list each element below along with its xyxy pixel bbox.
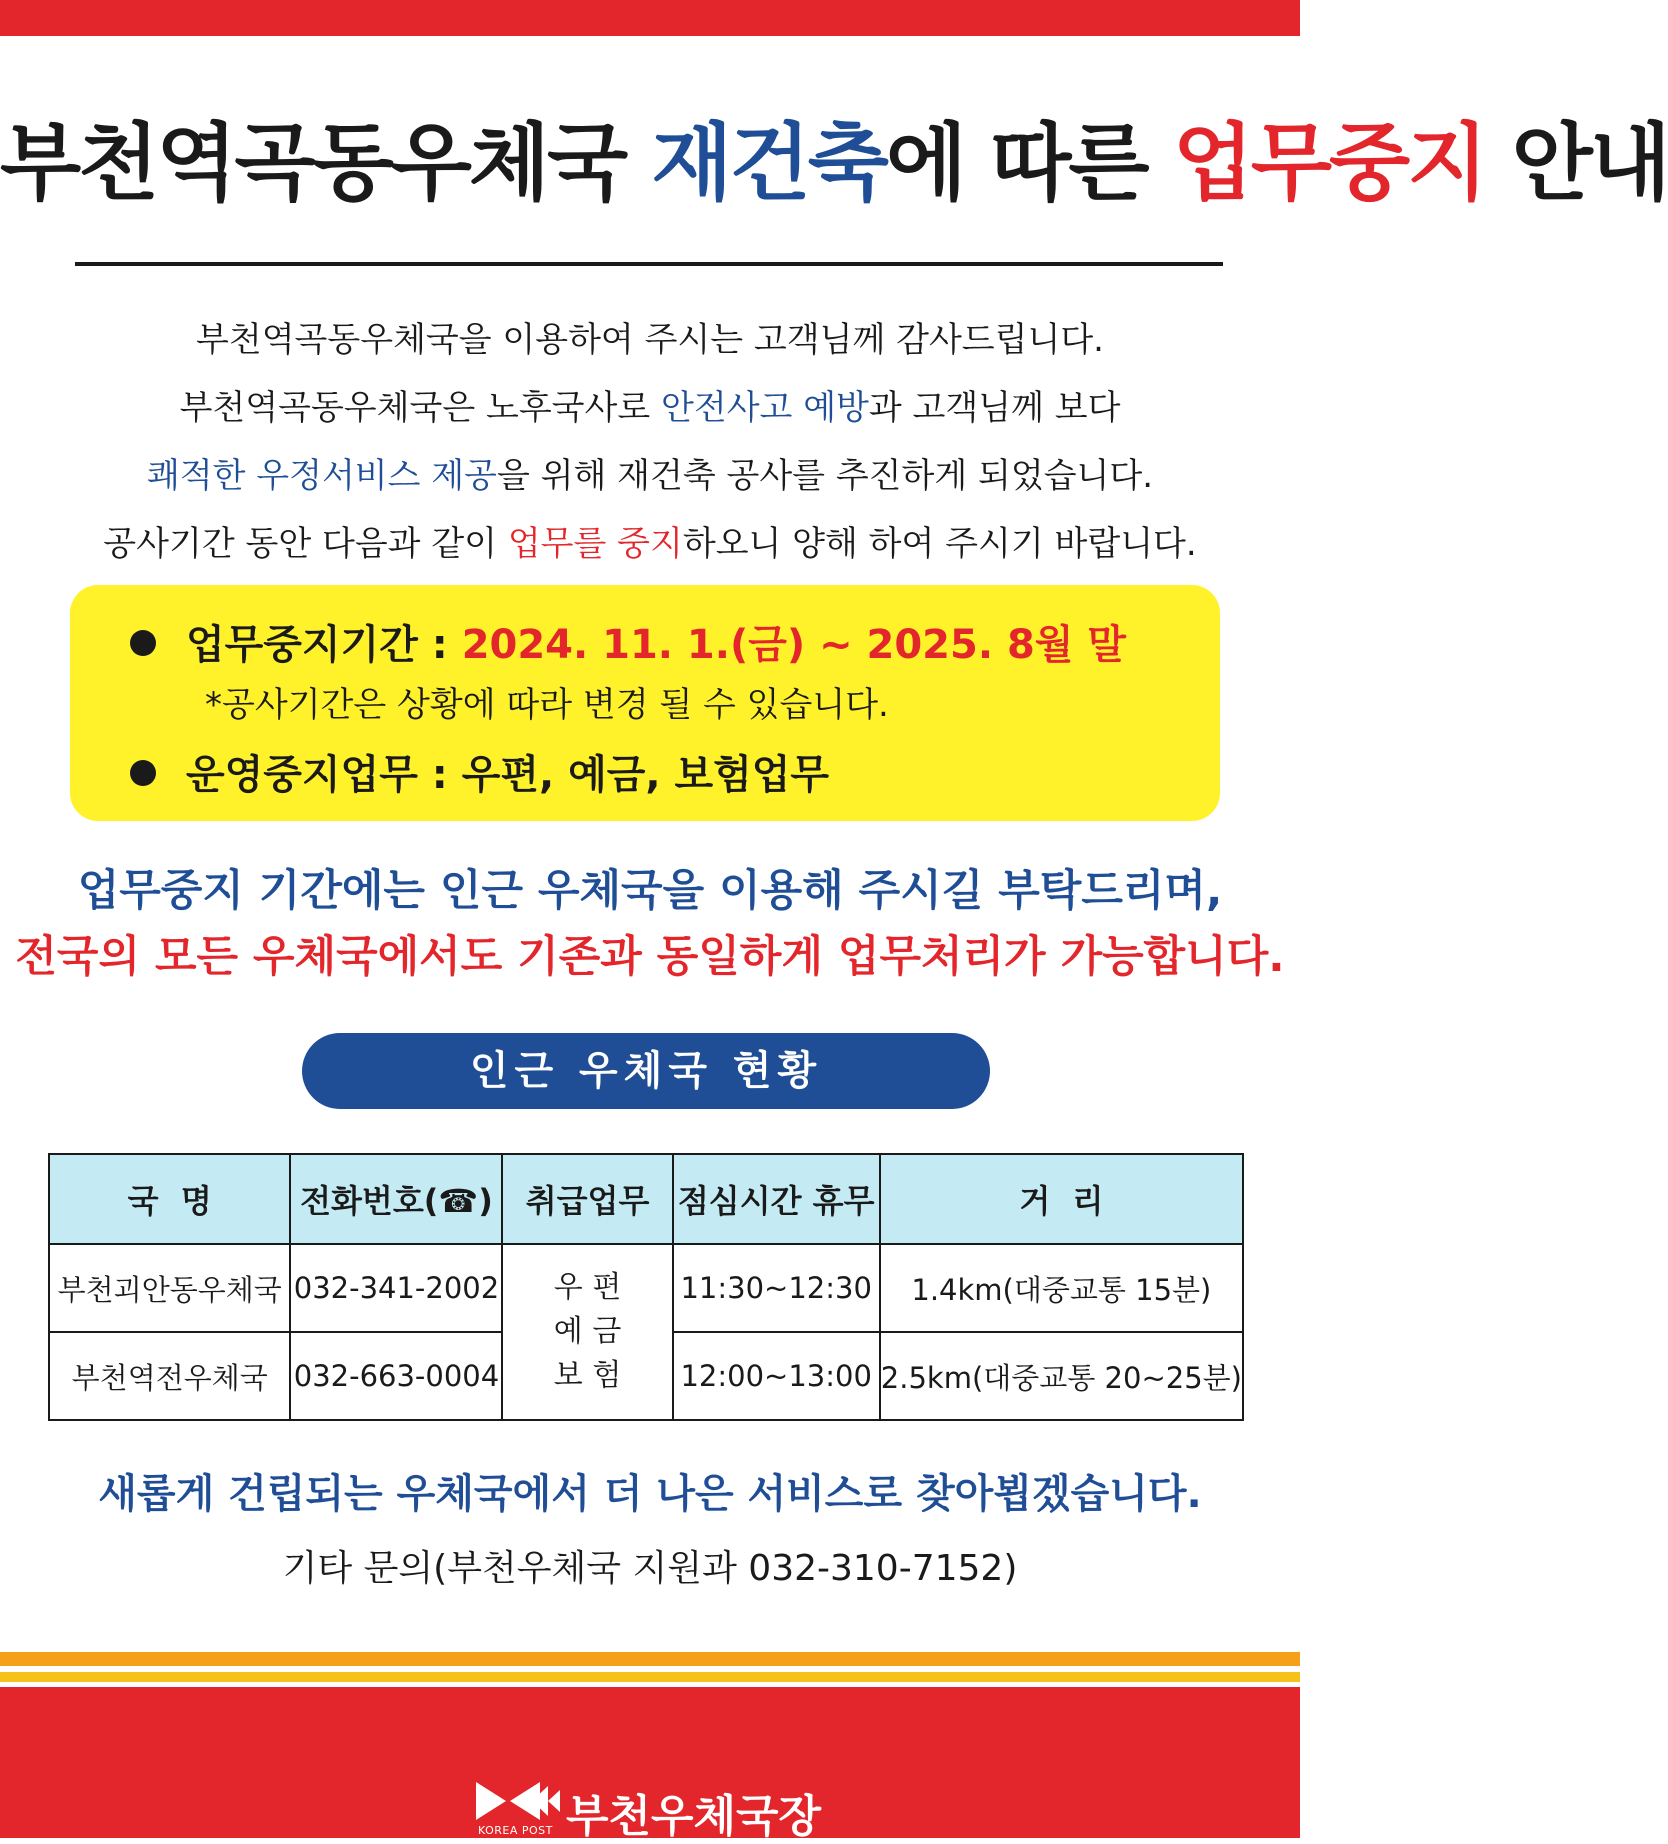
service-insurance: 보 험 — [553, 1358, 622, 1393]
intro-line-2-tail: 과 고객님께 보다 — [868, 388, 1121, 428]
footer-stripe — [0, 1682, 1300, 1687]
header-distance: 거 리 — [880, 1154, 1243, 1244]
footer-org-name: 부천우체국장 — [566, 1791, 822, 1842]
title-part-notice: 안내 — [1485, 114, 1668, 212]
office-lunch: 12:00~13:00 — [673, 1332, 880, 1420]
period-change-note: *공사기간은 상황에 따라 변경 될 수 있습니다. — [205, 685, 889, 725]
footer-logo — [476, 1778, 822, 1842]
office-name: 부천역전우체국 — [49, 1332, 290, 1420]
footer-stripe — [0, 1652, 1300, 1666]
suspension-notice-box — [70, 585, 1220, 821]
intro-line-4-tail: 하오니 양해 하여 주시기 바랍니다. — [682, 524, 1197, 564]
suspended-services-value: 우편, 예금, 보험업무 — [461, 752, 830, 798]
title-part-due-to: 에 따른 — [885, 114, 1173, 212]
service-deposit: 예 금 — [553, 1314, 622, 1349]
intro-safety-highlight: 안전사고 예방 — [661, 388, 869, 428]
title-divider — [75, 262, 1223, 266]
header-phone: 전화번호(☎) — [290, 1154, 502, 1244]
table-row — [49, 1244, 1243, 1332]
appeal-line-1: 업무중지 기간에는 인근 우체국을 이용해 주시길 부탁드리며, — [77, 866, 1223, 916]
title-part-suspension: 업무중지 — [1172, 114, 1486, 212]
service-postal: 우 편 — [553, 1270, 622, 1305]
office-phone: 032-341-2002 — [290, 1244, 502, 1332]
bullet-icon — [130, 760, 156, 786]
nearby-offices-heading: 인근 우체국 현황 — [302, 1033, 990, 1109]
header-services: 취급업무 — [502, 1154, 672, 1244]
bullet-icon — [130, 630, 156, 656]
intro-paragraph — [0, 306, 1300, 578]
korea-post-logo-icon — [476, 1778, 562, 1824]
suspension-period-row — [130, 613, 1126, 670]
intro-line-3 — [0, 442, 1300, 510]
intro-line-4-text: 공사기간 동안 다음과 같이 — [103, 524, 508, 564]
contact-info: 기타 문의(부천우체국 지원과 032-310-7152) — [282, 1548, 1018, 1589]
nearby-office-appeal — [0, 858, 1300, 990]
intro-line-2-text: 부천역곡동우체국은 노후국사로 — [179, 388, 662, 428]
office-phone: 032-663-0004 — [290, 1332, 502, 1420]
intro-line-1: 부천역곡동우체국을 이용하여 주시는 고객님께 감사드립니다. — [196, 320, 1104, 360]
office-name: 부천괴안동우체국 — [49, 1244, 290, 1332]
title-part-office: 부천역곡동우체국 — [0, 114, 652, 212]
appeal-line-2: 전국의 모든 우체국에서도 기존과 동일하게 업무처리가 가능합니다. — [15, 932, 1285, 982]
intro-suspension-highlight: 업무를 중지 — [507, 524, 683, 564]
suspension-period-label: 업무중지기간 : — [186, 622, 462, 668]
page-title — [0, 108, 1668, 218]
footer-stripe — [0, 1672, 1300, 1682]
suspended-services-row — [130, 743, 829, 800]
suspension-period-value: 2024. 11. 1.(금) ~ 2025. 8월 말 — [461, 622, 1127, 668]
office-distance: 1.4km(대중교통 15분) — [880, 1244, 1243, 1332]
top-red-band — [0, 0, 1300, 36]
header-lunch-closure: 점심시간 휴무 — [673, 1154, 880, 1244]
title-part-rebuild: 재건축 — [651, 114, 886, 212]
intro-line-4 — [0, 510, 1300, 578]
office-services — [502, 1244, 672, 1420]
intro-line-3-tail: 을 위해 재건축 공사를 추진하게 되었습니다. — [497, 456, 1154, 496]
office-lunch: 11:30~12:30 — [673, 1244, 880, 1332]
intro-line-2 — [0, 374, 1300, 442]
closing-message: 새롭게 건립되는 우체국에서 더 나은 서비스로 찾아뵙겠습니다. — [98, 1471, 1202, 1517]
office-distance: 2.5km(대중교통 20~25분) — [880, 1332, 1243, 1420]
nearby-offices-table — [48, 1153, 1244, 1421]
header-office-name: 국 명 — [49, 1154, 290, 1244]
logo-subtext: KOREA POST — [478, 1824, 553, 1837]
suspended-services-label: 운영중지업무 : — [186, 752, 462, 798]
table-header-row — [49, 1154, 1243, 1244]
intro-service-highlight: 쾌적한 우정서비스 제공 — [146, 456, 497, 496]
